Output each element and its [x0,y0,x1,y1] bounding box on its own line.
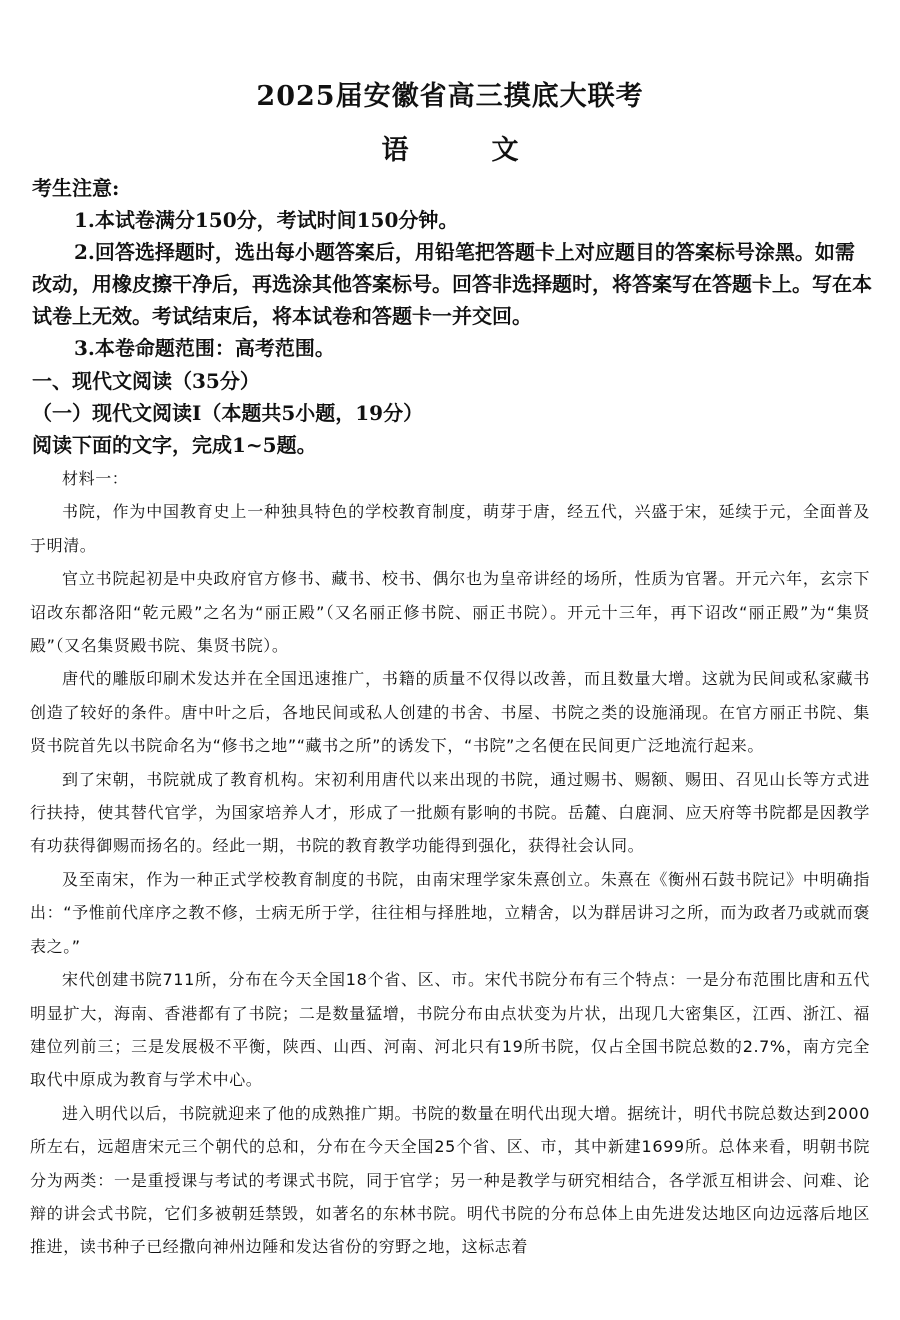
section-title: 一、现代文阅读（35分） [32,369,260,393]
reading-instruction: 阅读下面的文字，完成1~5题。 [32,433,317,457]
material-paragraph: 及至南宋，作为一种正式学校教育制度的书院，由南宋理学家朱熹创立。朱熹在《衡州石鼓书院记》中明确指出：“予惟前代庠序之教不修，士病无所于学，往往相与择胜地，立精舍，以为群居讲习之所，而为政者乃或就而褒表之。” [30,869,870,956]
material-paragraph: 宋代创建书院711所，分布在今天全国18个省、区、市。宋代书院分布有三个特点：一是分布范围比唐和五代明显扩大，海南、香港都有了书院；二是数量猛增，书院分布由点状变为片状，出现几大密集区，江西、浙江、福建位列前三；三是发展极不平衡，陕西、山西、河南、河北只有19所书院，仅占全国书院总数的2.7%，南方完全取代中原成为教育与学术中心。 [30,970,870,1090]
subsection-title: （一）现代文阅读Ⅰ（本题共5小题，19分） [32,401,424,425]
candidate-notice [32,172,872,364]
material-paragraph: 官立书院起初是中央政府官方修书、藏书、校书、偶尔也为皇帝讲经的场所，性质为官署。开元六年，玄宗下诏改东都洛阳“乾元殿”之名为“丽正殿”（又名丽正修书院、丽正书院）。开元十三年，再下诏改“丽正殿”为“集贤殿”（又名集贤殿书院、集贤书院）。 [30,569,870,656]
material-paragraph: 到了宋朝，书院就成了教育机构。宋初利用唐代以来出现的书院，通过赐书、赐额、赐田、召见山长等方式进行扶持，使其替代官学，为国家培养人才，形成了一批颇有影响的书院。岳麓、白鹿洞、应天府等书院都是因教学有功获得御赐而扬名的。经此一期，书院的教育教学功能得到强化，获得社会认同。 [30,769,870,856]
subject-title: 语 文 [381,135,547,166]
exam-title: 2025届安徽省高三摸底大联考 [256,81,644,112]
material-paragraph: 进入明代以后，书院就迎来了他的成熟推广期。书院的数量在明代出现大增。据统计，明代书院总数达到2000所左右，远超唐宋元三个朝代的总和，分布在今天全国25个省、区、市，其中新建1699所。总体来看，明朝书院分为两类：一是重授课与考试的考课式书院，同于官学；另一种是教学与研究相结合，各学派互相讲会、问难、论辩的讲会式书院，它们多被朝廷禁毁，如著名的东林书院。明代书院的分布总体上由先进发达地区向边远落后地区推进，读书种子已经撒向神州边陲和发达省份的穷野之地，这标志着 [30,1103,870,1257]
notice-item-1: 1.本试卷满分150分，考试时间150分钟。 [74,208,459,232]
notice-item-2: 2.回答选择题时，选出每小题答案后，用铅笔把答题卡上对应题目的答案标号涂黑。如需改动，用橡皮擦干净后，再选涂其他答案标号。回答非选择题时，将答案写在答题卡上。写在本试卷上无效。考试结束后，将本试卷和答题卡一并交回。 [32,240,872,328]
reading-material [30,462,870,1264]
material-paragraph: 唐代的雕版印刷术发达并在全国迅速推广，书籍的质量不仅得以改善，而且数量大增。这就为民间或私家藏书创造了较好的条件。唐中叶之后，各地民间或私人创建的书舍、书屋、书院之类的设施涌现。在官方丽正书院、集贤书院首先以书院命名为“修书之地”“藏书之所”的诱发下，“书院”之名便在民间更广泛地流行起来。 [30,669,870,756]
notice-heading: 考生注意: [32,176,120,200]
material-label: 材料一： [62,469,129,488]
material-paragraph: 书院，作为中国教育史上一种独具特色的学校教育制度，萌芽于唐，经五代，兴盛于宋，延续于元，全面普及于明清。 [30,502,870,555]
notice-item-3: 3.本卷命题范围：高考范围。 [74,336,335,360]
